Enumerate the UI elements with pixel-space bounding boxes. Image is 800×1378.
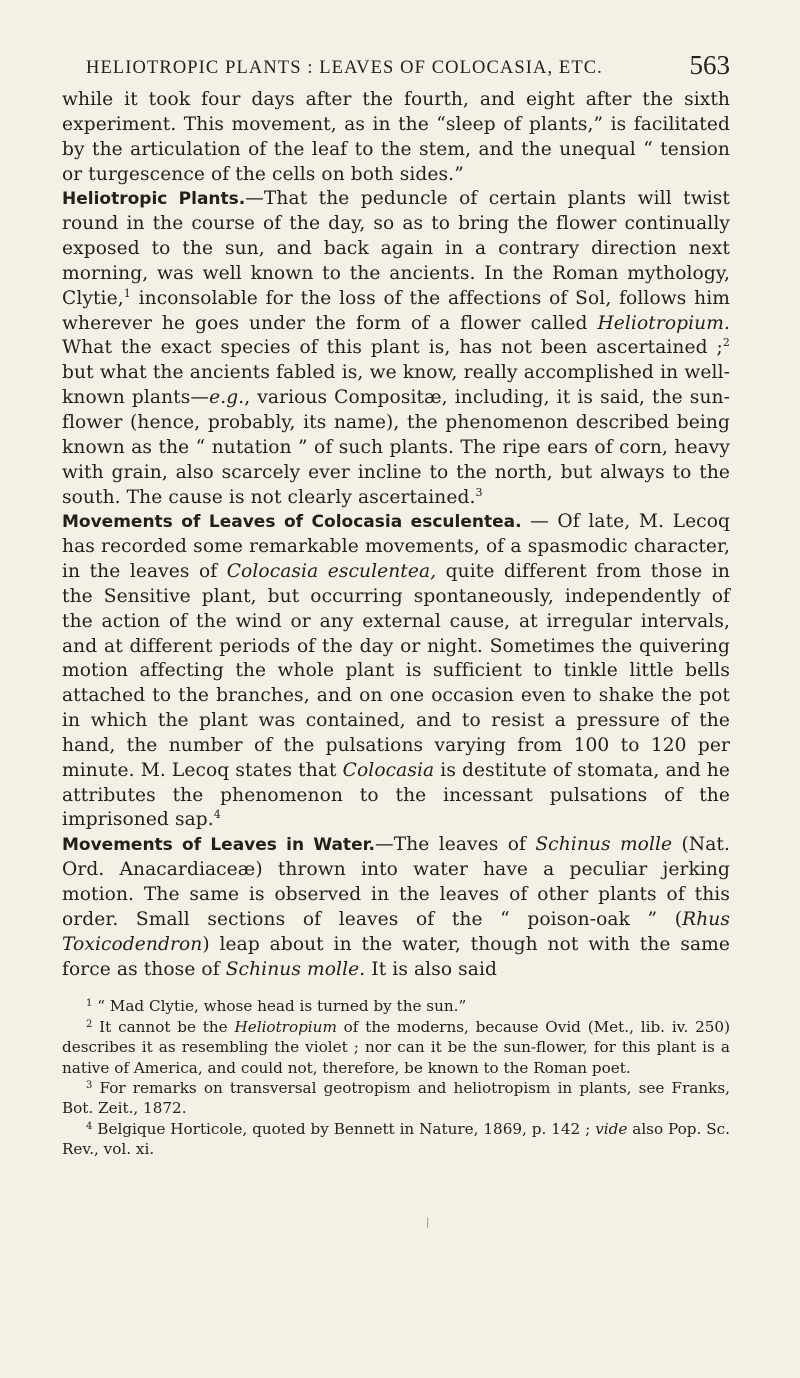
page-header — [62, 46, 730, 88]
section-heading-heliotropic-plants: Heliotropic Plants. — [62, 189, 246, 210]
paragraph-colocasia: Movements of Leaves of Colocasia esculentea. — Of late, M. Lecoq has recorded some remarkable movements, of a spasmodic character, in the leaves of Colocasia esculentea, quite different from those in the Sensitive plant, but occurring spontaneously, independently of the action of the wind or any external cause, at irregular intervals, and at different periods of the day or night. Sometimes the quivering motion affecting the whole plant is sufficient to tinkle little bells attached to the branches, and on one occasion even to shake the pot in which the plant was contained, and to resist a pressure of the hand, the number of the pulsations varying from 100 to 120 per minute. M. Lecoq states that Colocasia is destitute of stomata, and he attributes the phenomenon to the incessant pulsations of the imprisoned sap.$^4$ — [62, 511, 731, 831]
page-number: 563 — [689, 50, 730, 80]
footnote-ref-4: 4 — [213, 808, 221, 822]
running-head: HELIOTROPIC PLANTS : LEAVES OF COLOCASIA, ETC. — [86, 58, 603, 78]
paragraph-continuation: while it took four days after the fourth, and eight after the sixth experiment. This movement, as in the “sleep of plants,” is facilitated by the articulation of the leaf to the stem, and the unequal “ tension or turgescence of the cells on both sides.” — [62, 89, 730, 185]
footnotes — [62, 996, 730, 1159]
footnote-1: $^1$ “ Mad Clytie, whose head is turned by the sun.” — [86, 997, 467, 1016]
paragraph-leaves-in-water: Movements of Leaves in Water.—The leaves of Schinus molle (Nat. Ord. Anacardiaceæ) thrown into water have a peculiar jerking motion. The same is observed in the leaves of other plants of this order. Small sections of leaves of the “ poison-oak ” (Rhus Toxicodendron) leap about in the water, though not with the same force as those of Schinus molle. It is also said — [62, 834, 730, 980]
footnote-2: $^2$ It cannot be the Heliotropium of the moderns, because Ovid (Met., lib. iv. 250) describes it as resembling the violet ; nor can it be the sun-flower, for this plant is a native of America, and could not, therefore, be known to the Roman poet. — [62, 1017, 730, 1077]
footnote-ref-2: 2 — [722, 336, 730, 350]
footnote-ref-1: 1 — [123, 286, 131, 300]
paragraph-heliotropic-plants: Heliotropic Plants.—That the peduncle of certain plants will twist round in the course of the day, so as to bring the flower continually exposed to the sun, and back again in a contrary direction next morning, was well known to the ancients. In the Roman mythology, Clytie,$^1$ inconsolable for the loss of the affections of Sol, follows him wherever he goes under the form of a flower called Heliotropium. What the exact species of this plant is, has not been ascertained ;$^2$ but what the ancients fabled is, we know, really accomplished in well-known plants—e.g., various Compositæ, including, it is said, the sun-flower (hence, probably, its name), the phenomenon described being known as the “ nutation ” of such plants. The ripe ears of corn, heavy with grain, also scarcely ever incline to the north, but always to the south. The cause is not clearly ascertained.$^3$ — [62, 188, 730, 508]
section-heading-colocasia: Movements of Leaves of Colocasia esculentea. — [62, 512, 522, 533]
footnote-ref-3: 3 — [475, 485, 483, 499]
body-text — [62, 88, 730, 982]
footnote-3: $^3$ For remarks on transversal geotropism and heliotropism in plants, see Franks, Bot. Zeit., 1872. — [62, 1079, 730, 1118]
section-heading-leaves-in-water: Movements of Leaves in Water. — [62, 835, 376, 856]
stray-ink-mark: | — [426, 1217, 430, 1228]
footnote-4: $^4$ Belgique Horticole, quoted by Bennett in Nature, 1869, p. 142 ; vide also Pop. Sc. Rev., vol. xi. — [62, 1119, 730, 1159]
